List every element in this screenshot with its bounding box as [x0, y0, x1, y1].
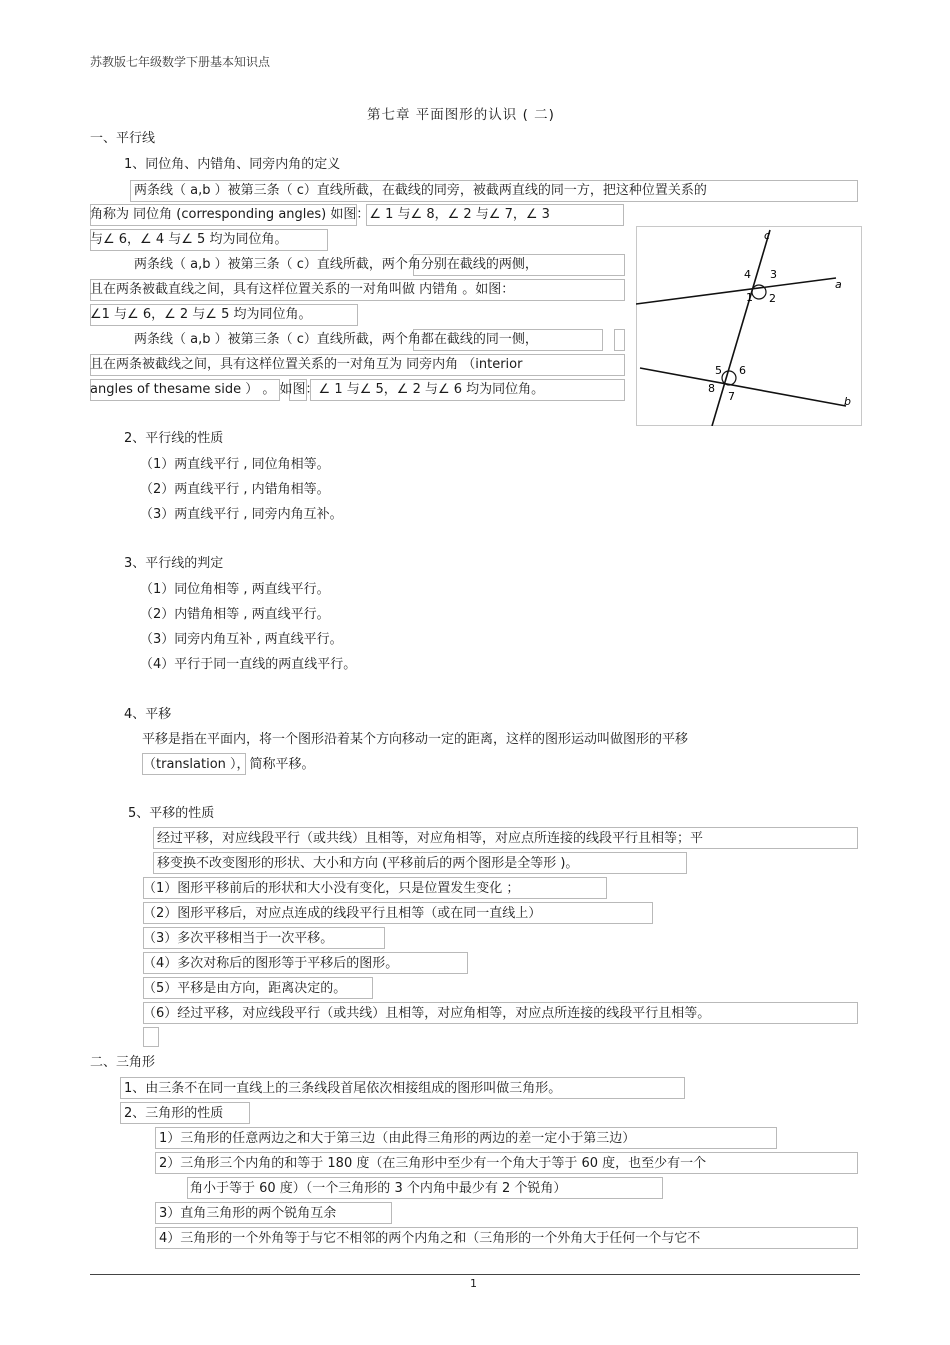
translation-property-line: 移变换不改变图形的形状、大小和方向 (平移前后的两个图形是全等形 )。: [157, 856, 579, 871]
judgement-item: （2）内错角相等 , 两直线平行。: [140, 607, 330, 622]
translation-property-line: 经过平移，对应线段平行（或共线）且相等，对应角相等，对应点所连接的线段平行且相等；平: [157, 831, 704, 846]
translation-property-line: （5）平移是由方向，距离决定的。: [143, 981, 347, 996]
angle-label-3: 3: [770, 268, 777, 281]
chapter-title: 第七章 平面图形的认识 ( 二): [367, 107, 555, 123]
translation-definition: （translation ），简称平移。: [143, 757, 315, 772]
translation-property-line: （1）图形平移前后的形状和大小没有变化，只是位置发生变化 ；: [143, 881, 520, 896]
angle-label-6: 6: [739, 364, 746, 377]
section-heading-parallel-lines: 一、平行线: [90, 131, 156, 146]
judgement-item: （4）平行于同一直线的两直线平行。: [140, 657, 357, 672]
translation-property-line: （2）图形平移后，对应点连成的线段平行且相等（或在同一直线上）: [143, 906, 542, 921]
section-heading-triangle: 二、三角形: [90, 1055, 156, 1070]
triangle-property: 角小于等于 60 度）（一个三角形的 3 个内角中最少有 2 个锐角）: [190, 1181, 567, 1196]
angle-label-1: 1: [746, 291, 753, 304]
angle-label-8: 8: [708, 382, 715, 395]
property-item: （3）两直线平行 , 同旁内角互补。: [140, 507, 343, 522]
label-c: c: [764, 229, 771, 242]
definition-line: 且在两条被截直线之间，具有这样位置关系的一对角叫做 内错角 。如图：: [90, 282, 515, 297]
page-number: 1: [470, 1277, 477, 1290]
subheading-translation-properties: 5、平移的性质: [128, 806, 215, 821]
transversal-figure: [636, 226, 862, 426]
triangle-definition: 1、由三条不在同一直线上的三条线段首尾依次相接组成的图形叫做三角形。: [124, 1081, 562, 1096]
definition-line: 两条线（ a,b ）被第三条（ c）直线所截，两个角分别在截线的两侧，: [134, 257, 538, 272]
property-item: （1）两直线平行 , 同位角相等。: [140, 457, 330, 472]
translation-property-line: （4）多次对称后的图形等于平移后的图形。: [143, 956, 399, 971]
definition-line: 与∠ 6，∠ 4 与∠ 5 均为同位角。: [90, 232, 288, 247]
definition-line: 两条线（ a,b ）被第三条（ c）直线所截，在截线的同旁，被截两直线的同一方，把这种位置关系的: [134, 183, 707, 198]
triangle-property: 3）直角三角形的两个锐角互余: [159, 1206, 337, 1221]
triangle-property: 1）三角形的任意两边之和大于第三边（由此得三角形的两边的差一定小于第三边）: [159, 1131, 636, 1146]
definition-line: angles of thesame side ） 。 如图：∠ 1 与∠ 5，∠ 2 与∠ 6 均为同位角。: [90, 382, 545, 397]
definition-line: ∠1 与∠ 6，∠ 2 与∠ 5 均为同位角。: [90, 307, 312, 322]
figure-frame: [637, 227, 862, 426]
triangle-property: 2）三角形三个内角的和等于 180 度（在三角形中至少有一个角大于等于 60 度，也至少有一个: [159, 1156, 707, 1171]
footer-rule: [90, 1274, 860, 1275]
line-c: [712, 230, 770, 426]
subheading-angle-definitions: 1、同位角、内错角、同旁内角的定义: [124, 157, 341, 172]
definition-line: 角称为 同位角 (corresponding angles) 如图：∠ 1 与∠ 8，∠ 2 与∠ 7，∠ 3: [90, 207, 550, 222]
angle-label-5: 5: [715, 364, 722, 377]
angle-label-4: 4: [744, 268, 751, 281]
translation-definition: 平移是指在平面内，将一个图形沿着某个方向移动一定的距离，这样的图形运动叫做图形的平移: [142, 732, 689, 747]
definition-line: 且在两条被截线之间，具有这样位置关系的一对角互为 同旁内角 （interior: [90, 357, 523, 372]
translation-property-line: （6）经过平移，对应线段平行（或共线）且相等，对应角相等，对应点所连接的线段平行且相等。: [143, 1006, 711, 1021]
angle-label-2: 2: [769, 292, 776, 305]
scan-box: [614, 329, 625, 351]
line-a: [636, 278, 836, 304]
angle-label-7: 7: [728, 390, 735, 403]
property-item: （2）两直线平行 , 内错角相等。: [140, 482, 330, 497]
label-a: a: [835, 278, 842, 291]
translation-property-line: （3）多次平移相当于一次平移。: [143, 931, 334, 946]
subheading-judgement: 3、平行线的判定: [124, 556, 224, 571]
scan-box: [143, 1027, 159, 1047]
subheading-properties: 2、平行线的性质: [124, 431, 224, 446]
triangle-property: 4）三角形的一个外角等于与它不相邻的两个内角之和（三角形的一个外角大于任何一个与它不: [159, 1231, 701, 1246]
judgement-item: （1）同位角相等 , 两直线平行。: [140, 582, 330, 597]
subheading-translation: 4、平移: [124, 707, 172, 722]
definition-line: 两条线（ a,b ）被第三条（ c）直线所截，两个角都在截线的同一侧，: [134, 332, 538, 347]
angle-arc-upper: [752, 285, 766, 299]
judgement-item: （3）同旁内角互补 , 两直线平行。: [140, 632, 343, 647]
angle-arc-lower: [722, 371, 736, 385]
subheading-triangle-properties: 2、三角形的性质: [124, 1106, 224, 1121]
label-b: b: [844, 395, 851, 408]
document-header: 苏教版七年级数学下册基本知识点: [90, 55, 271, 69]
transversal-diagram: [636, 226, 862, 426]
